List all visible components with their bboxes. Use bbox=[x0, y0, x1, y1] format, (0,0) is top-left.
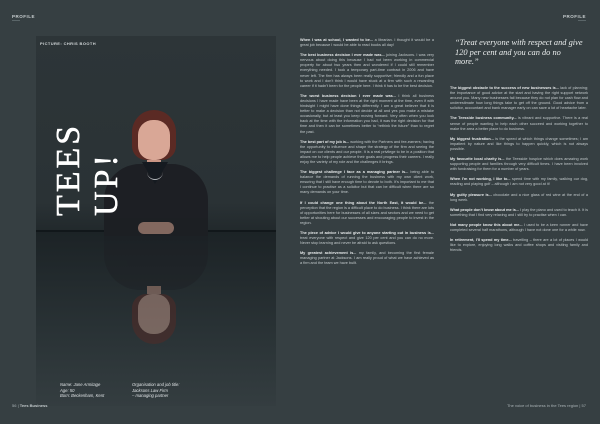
interview-answer: is vibrant and supportive. There is a real sense of people wanting to help each other succeed and working together to make the area a better place to do business. bbox=[450, 116, 589, 131]
footer-right: The voice of business in the Tees region | 57 bbox=[506, 403, 586, 408]
interview-question: Not many people know this about me... bbox=[450, 222, 523, 227]
interview-paragraph bbox=[300, 251, 434, 266]
interview-paragraph bbox=[450, 116, 588, 131]
top-rule-left bbox=[12, 20, 20, 21]
interview-question: The best part of my job is... bbox=[300, 139, 350, 144]
page-number-right: 57 bbox=[581, 403, 586, 408]
interview-paragraph bbox=[450, 137, 588, 152]
text-column-2 bbox=[450, 86, 588, 258]
interview-question: My guilty pleasure is... bbox=[450, 192, 492, 197]
interview-answer: I play the piano and used to teach it. It is something that I find very relaxing and I still try to practise when I can. bbox=[450, 207, 589, 217]
interview-answer: I think all business decisions I have made have been at the right moment at the time, even if with hindsight I might have done things differently. I am a great believer that it is better to make a decision than not decide at all and yes you make a mistake occasionally, but at least you keep moving forward. Very often when you look back at the time with the information you had, it was the right decision for that time and then it can be sometimes better to “rethink the future” than to regret the past. bbox=[300, 93, 434, 134]
interview-answer: being able to balance the demands of running the business with my own client work, ensuring that I still have enough time to devote to both. It’s important to me that I continue to practise as a solicitor but that can be difficult when there are so many demands on your time. bbox=[300, 170, 435, 195]
interview-paragraph bbox=[450, 238, 588, 253]
interview-paragraph bbox=[300, 53, 434, 89]
interview-question: When I was at school, I wanted to be... bbox=[300, 38, 373, 42]
caption-organisation bbox=[132, 382, 180, 399]
interview-paragraph bbox=[300, 231, 434, 246]
interview-question: The Teesside business community... bbox=[450, 116, 517, 121]
vertical-title: TEES UP! bbox=[50, 122, 125, 216]
interview-question: The worst business decision I ever made was... bbox=[300, 93, 396, 98]
figure-reflection bbox=[98, 234, 218, 344]
interview-answer: travelling – there are a lot of places I would like to explore, enjoying long walks and coffee shops and visiting family and friends. bbox=[450, 238, 588, 253]
interview-question: In retirement, I’ll spend my time... bbox=[450, 238, 512, 243]
interview-paragraph bbox=[450, 223, 588, 233]
publication-name: Tees Business bbox=[19, 403, 48, 408]
photo-credit: PICTURE: CHRIS BOOTH bbox=[40, 41, 96, 46]
interview-question: My favourite local charity is... bbox=[450, 157, 505, 162]
interview-question: When I’m not working, I like to... bbox=[450, 177, 511, 182]
interview-answer: I used to be a keen runner and have completed several half marathons, although I have not done one for a while now. bbox=[450, 222, 588, 232]
section-label-right: PROFILE bbox=[562, 14, 586, 19]
interview-question: My biggest frustration... bbox=[450, 136, 494, 141]
interview-paragraph bbox=[300, 170, 434, 195]
interview-question: The piece of advice I would give to anyone starting out in business is... bbox=[300, 231, 434, 235]
interview-answer: the perception that the region is a difficult place to do business. I think there are lots of opportunities here for businesses of all sizes and sectors and we need to get better at shouting about our successes and encouraging people to invest in the region. bbox=[300, 200, 434, 225]
caption-age: Age: 50 bbox=[60, 387, 75, 393]
caption-name: Name: Jane Armitage bbox=[60, 382, 101, 387]
interview-answer: spend time with my family, walking our dog, reading and playing golf – although I am not very good at it! bbox=[450, 177, 588, 187]
interview-answer: the Teesside hospice which does amazing work supporting people and families through very difficult times. I have been involved with fundraising for them for a number of years. bbox=[450, 157, 589, 172]
interview-answer: lack of planning; the importance of good advice at the start and having the right support network around you. Many new businesses fail because they do not plan for cash flow and underestimate how long things take to get off the ground. Good advice from a solicitor, accountant and bank manager early on can save a lot of heartache later. bbox=[450, 86, 588, 111]
section-label-left: PROFILE bbox=[12, 14, 36, 19]
interview-answer: working with the Partners and fee-earners; having the opportunity to influence and shape the strategy of the firm and seeing the impact on our clients and our people. It is a real privilege to be in a position that allows me to help people achieve their goals and progress their careers. I really enjoy the variety of my role and the challenges it brings. bbox=[300, 139, 435, 164]
interview-paragraph bbox=[450, 177, 588, 187]
interview-question: The biggest challenge I face as a managing partner is... bbox=[300, 170, 409, 175]
pull-quote: “Treat everyone with respect and give 120 per cent and you can do no more.” bbox=[455, 38, 583, 67]
page-number-left: 56 bbox=[12, 403, 17, 408]
caption-born: Born: Beckenham, Kent bbox=[60, 393, 105, 399]
interview-paragraph bbox=[300, 38, 434, 48]
caption-personal bbox=[60, 382, 104, 399]
interview-paragraph bbox=[300, 201, 434, 226]
interview-answer: a librarian. I thought it would be a great job because I would be able to read books all day! bbox=[300, 38, 434, 48]
interview-answer: is the speed at which things change sometimes; I am impatient by nature and like things to happen quickly, which is not always possible. bbox=[450, 136, 588, 151]
interview-answer: chocolate and a nice glass of red wine at the end of a long week. bbox=[450, 192, 589, 202]
interview-answer: joining Jacksons. I was very nervous about doing this because I had not been working in commercial property for about two years then and wondered if I could still remember everything needed. I took a temporary part-time contract in 2006 and have never left. The firm has always been really supportive; friendly and a fun place to work and I don’t think I would have stuck at a firm with such a rewarding career if it hadn’t been for the people here. I think it has to be the best decision. bbox=[300, 53, 435, 88]
caption-org-name: Jacksons Law Firm bbox=[132, 387, 168, 393]
footer-left: 56 | Tees Business bbox=[12, 403, 48, 408]
interview-paragraph bbox=[450, 157, 588, 172]
interview-answer: my family, and becoming the first female managing partner at Jacksons. I am really proud of what we have achieved as a firm and the team we have built. bbox=[300, 251, 435, 266]
interview-paragraph bbox=[450, 208, 588, 218]
interview-question: The best business decision I ever made was... bbox=[300, 53, 385, 58]
interview-question: What people don’t know about me is... bbox=[450, 207, 519, 212]
caption-org-label: Organisation and job title: bbox=[132, 382, 180, 387]
interview-answer: treat everyone with respect and give 120 per cent and you can do no more. Never stop learning and never be afraid to ask questions. bbox=[300, 236, 434, 246]
top-rule-right bbox=[578, 20, 586, 21]
interview-question: The biggest obstacle to the success of new businesses is... bbox=[450, 86, 559, 90]
caption-job-title: – managing partner bbox=[132, 393, 169, 399]
interview-question: If I could change one thing about the North East, it would be... bbox=[300, 200, 427, 205]
text-column-1 bbox=[300, 38, 434, 272]
interview-paragraph bbox=[450, 193, 588, 203]
interview-paragraph bbox=[450, 86, 588, 111]
publication-tagline: The voice of business in the Tees region bbox=[506, 403, 579, 408]
interview-paragraph bbox=[300, 94, 434, 135]
interview-question: My greatest achievement is... bbox=[300, 251, 357, 256]
interview-paragraph bbox=[300, 140, 434, 165]
